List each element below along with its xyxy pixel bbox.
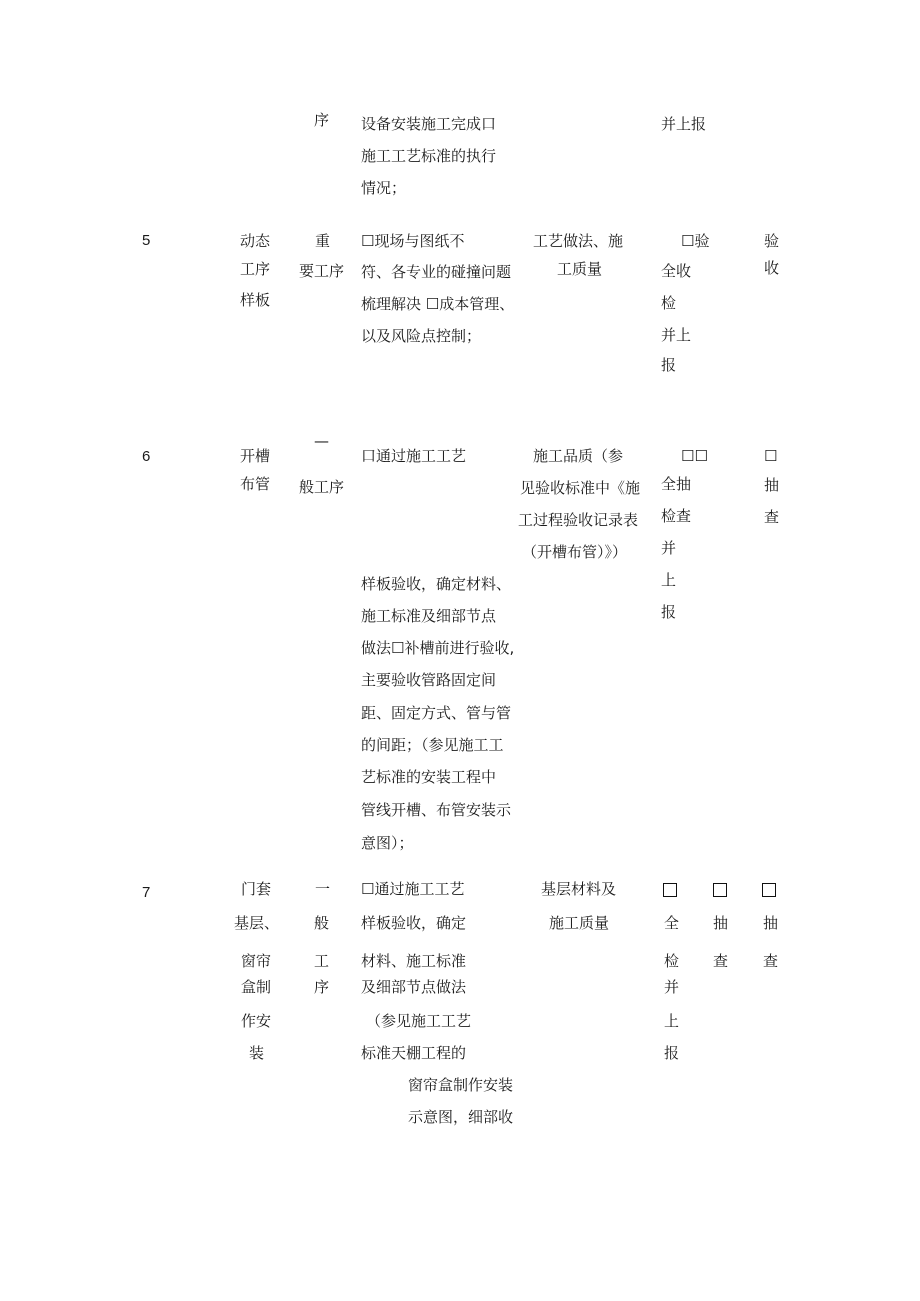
- row-6-content-line: 距、固定方式、管与管: [361, 704, 512, 722]
- row-6-quality-line: 施工品质（参: [533, 447, 624, 465]
- row-6-content-line: 做法☐补槽前进行验收,: [361, 639, 515, 657]
- row-6-inspect-line: 检查: [661, 507, 692, 525]
- row-7-content-line: ☐通过施工工艺: [361, 880, 465, 898]
- row-6-content-line: 施工标准及细部节点: [361, 607, 497, 625]
- row-6-inspect-line: 全抽: [661, 475, 692, 493]
- row-5-quality-line: 工艺做法、施: [533, 232, 624, 250]
- row-7-content-line: 窗帘盒制作安装: [408, 1076, 514, 1094]
- row-6-last-line: 查: [764, 508, 780, 526]
- row-5-name-line: 工序: [240, 260, 271, 278]
- row-6-inspect-line: 上: [661, 571, 677, 589]
- row-7-col8-line: 抽: [713, 914, 729, 932]
- row-6-last-line: 抽: [764, 476, 780, 494]
- row-5-inspect-line: 报: [661, 356, 677, 374]
- row-5-inspect-line: ☐验: [681, 232, 710, 250]
- row-5-content-line: 以及风险点控制；: [361, 327, 482, 345]
- row-7-name-line: 作安: [241, 1012, 272, 1030]
- row-6-type-line: 般工序: [299, 478, 345, 496]
- row-7-content-line: 标准天棚工程的: [361, 1044, 467, 1062]
- row-6-content-line: 样板验收，确定材料、: [361, 575, 512, 593]
- row-7-inspect-line: 检: [664, 952, 680, 970]
- row-6-type-line: —: [314, 432, 329, 450]
- row-7-name-line: 窗帘: [241, 952, 272, 970]
- row-7-content-line: 及细部节点做法: [361, 978, 467, 996]
- row-6-quality-line: （开槽布管）》）: [522, 543, 628, 561]
- row-cont-type-line: 序: [314, 111, 330, 129]
- row-6-quality-line: 见验收标准中《施: [520, 479, 641, 497]
- row-7-type-line: 序: [314, 978, 330, 996]
- row-7-content-line: 材料、施工标准: [361, 952, 467, 970]
- row-7-content-line: 样板验收，确定: [361, 914, 467, 932]
- row-6-content-line: 艺标准的安装工程中: [361, 768, 497, 786]
- row-6-quality-line: 工过程验收记录表: [518, 511, 639, 529]
- row-7-name-line: 装: [249, 1044, 265, 1062]
- row-cont-inspect-line: 并上报: [661, 115, 707, 133]
- row-7-name-line: 门套: [241, 880, 272, 898]
- row-7-name-line: 基层、: [234, 914, 280, 932]
- row-7-inspect-line: 上: [664, 1012, 680, 1030]
- row-5-last-line: 验: [764, 232, 780, 250]
- row-7-type-line: 工: [314, 952, 330, 970]
- row-6-content-line: 意图）；: [361, 834, 414, 852]
- row-6-content-line: 的间距；（参见施工工: [361, 736, 504, 754]
- row-6-inspect-line: 并: [661, 539, 677, 557]
- row-5-inspect-line: 并上: [661, 326, 692, 344]
- row-5-content-line: ☐现场与图纸不: [361, 232, 465, 250]
- row-5-content-line: 梳理解决 ☐成本管理、: [361, 295, 515, 313]
- row-5-last-line: 收: [764, 259, 780, 277]
- row-7-last-line: 抽: [763, 914, 779, 932]
- row-5-name-line: 动态: [240, 232, 271, 250]
- row-5-content-line: 符、各专业的碰撞问题: [361, 263, 512, 281]
- checkbox-square: [663, 883, 677, 897]
- row-5-name-line: 样板: [240, 291, 271, 309]
- row-5-inspect-line: 检: [661, 294, 677, 312]
- row-cont-content-line: 施工工艺标准的执行: [361, 147, 497, 165]
- row-7-name-line: 盒制: [241, 978, 272, 996]
- row-7-content-line: 示意图，细部收: [408, 1108, 514, 1126]
- checkbox-square: [713, 883, 727, 897]
- row-6-content-line: 管线开槽、布管安装示: [361, 801, 512, 819]
- row-7-col8-line: 查: [713, 952, 729, 970]
- checkbox-square: [762, 883, 776, 897]
- row-5-quality-line: 工质量: [557, 260, 603, 278]
- row-7-inspect-line: 并: [664, 978, 680, 996]
- row-7-quality-line: 基层材料及: [541, 880, 617, 898]
- row-5-inspect-line: 全收: [661, 262, 692, 280]
- row-5-type-line: 要工序: [299, 262, 345, 280]
- row-cont-content-line: 设备安装施工完成口: [361, 115, 497, 133]
- row-5-type-line: 重: [315, 232, 331, 250]
- row-6-inspect-line: ☐☐: [681, 447, 708, 465]
- row-6-content-line: 主要验收管路固定间: [361, 671, 497, 689]
- row-cont-content-line: 情况；: [361, 179, 407, 197]
- row-7-inspect-line: 全: [664, 914, 680, 932]
- row-6-inspect-line: 报: [661, 603, 677, 621]
- row-7-inspect-line: 报: [664, 1044, 680, 1062]
- row-number: 7: [142, 884, 151, 901]
- row-7-last-line: 查: [763, 952, 779, 970]
- row-7-quality-line: 施工质量: [549, 914, 610, 932]
- row-7-type-line: 般: [314, 914, 330, 932]
- row-number: 6: [142, 448, 151, 465]
- row-7-content-line: （参见施工工艺: [366, 1012, 472, 1030]
- row-6-last-line: ☐: [764, 447, 778, 465]
- row-number: 5: [142, 232, 151, 249]
- row-6-content-line: 口通过施工工艺: [361, 447, 467, 465]
- row-7-type-line: 一: [315, 880, 331, 898]
- row-6-name-line: 布管: [240, 475, 271, 493]
- row-6-name-line: 开槽: [240, 447, 271, 465]
